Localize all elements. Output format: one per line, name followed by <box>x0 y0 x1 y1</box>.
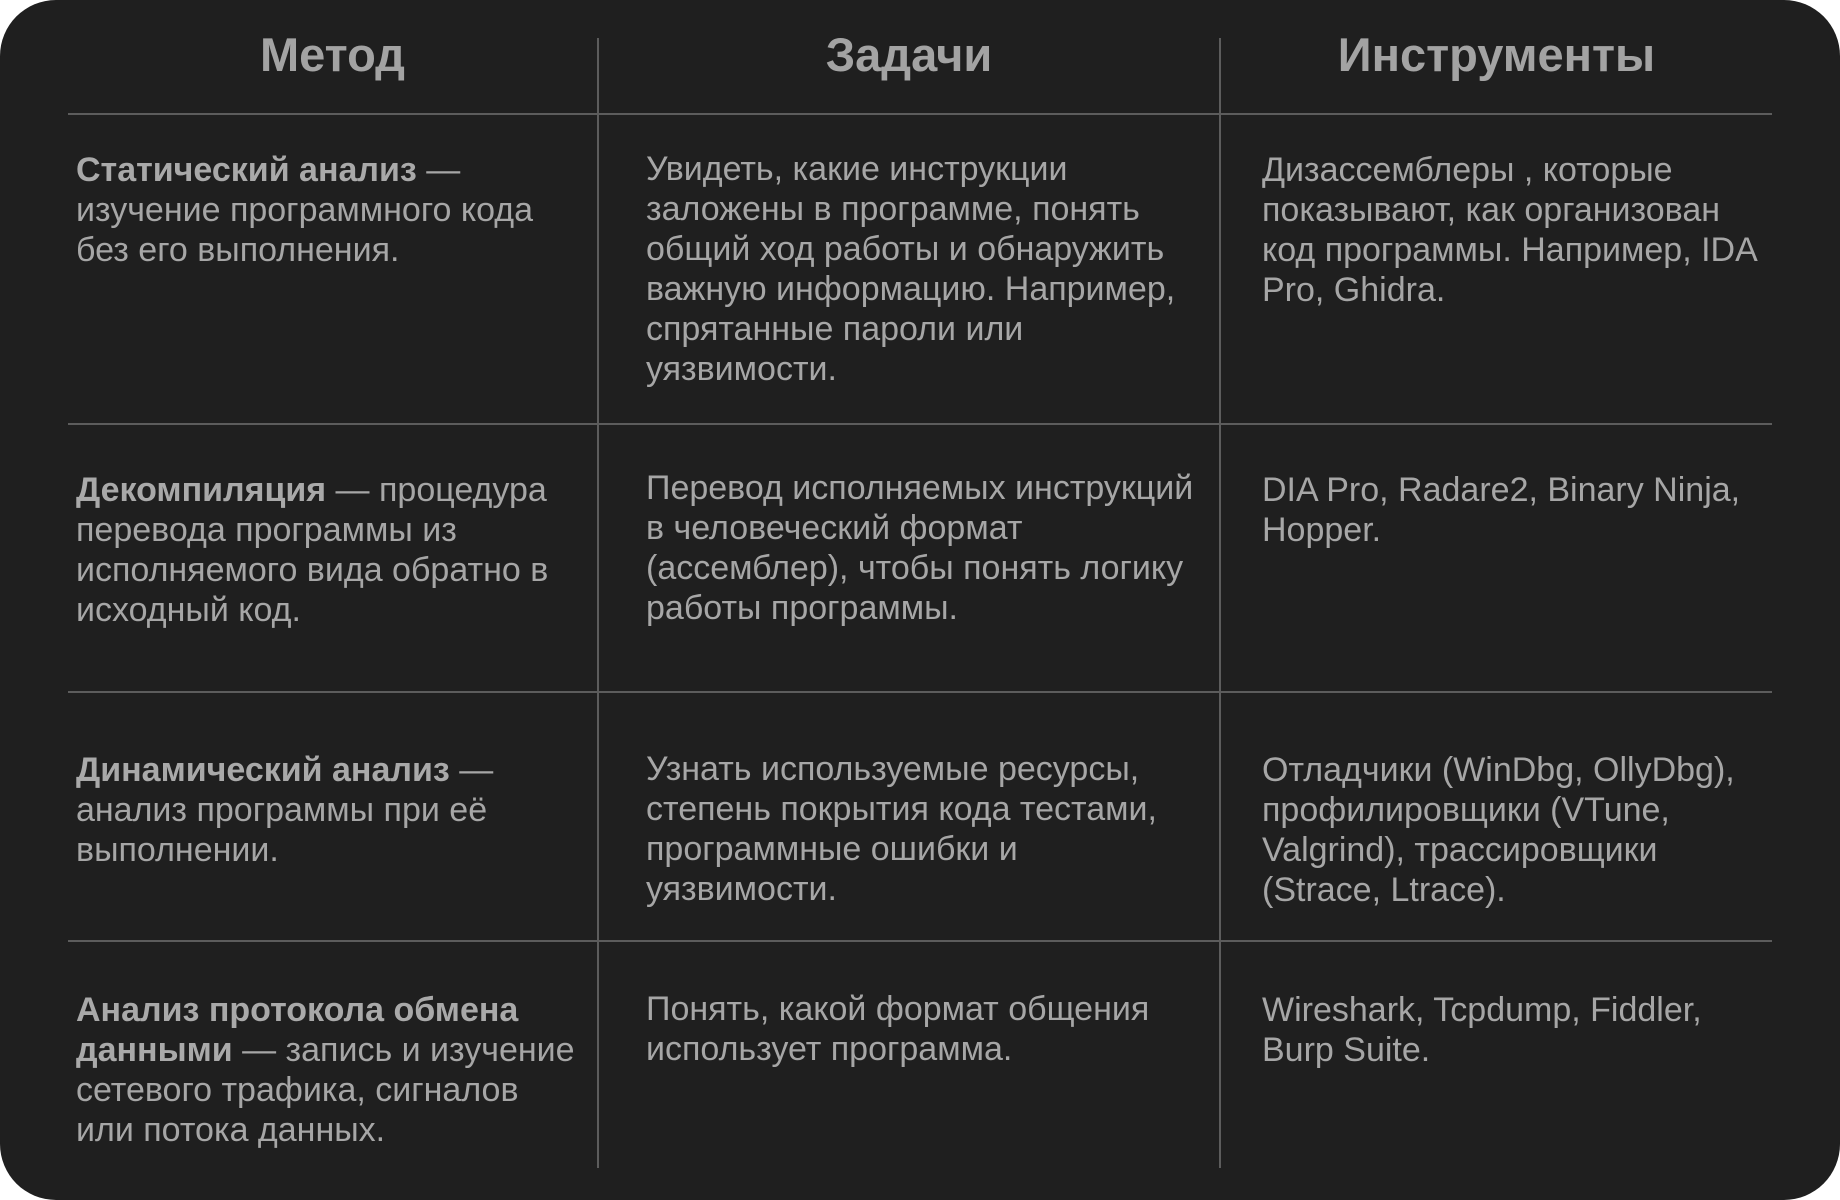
row-3-tools: Отладчики (WinDbg, OllyDbg), профилировщики (VTune, Valgrind), трассировщики (Strace, Ltrace). <box>1262 751 1735 909</box>
row-1-tasks: Увидеть, какие инструкции заложены в программе, понять общий ход работы и обнаружить важную информацию. Например, спрятанные пароли или уязвимости. <box>646 150 1176 388</box>
header-tasks: Задачи <box>825 28 993 81</box>
header-method: Метод <box>260 28 405 81</box>
row-1-tools: Дизассемблеры , которые показывают, как организован код программы. Например, IDA Pro, Ghidra. <box>1262 151 1756 309</box>
row-2-method-desc: — процедура перевода программы из исполняемого вида обратно в исходный код. <box>76 471 549 629</box>
row-3-method <box>76 750 576 870</box>
row-1-method <box>76 150 576 270</box>
row-2-tools: DIA Pro, Radare2, Binary Ninja, Hopper. <box>1262 471 1741 549</box>
row-divider-3 <box>68 940 1772 942</box>
row-1-method-desc: — изучение программного кода без его выполнения. <box>76 151 534 269</box>
row-3-tasks: Узнать используемые ресурсы, степень покрытия кода тестами, программные ошибки и уязвимости. <box>646 750 1157 908</box>
row-4-method <box>76 990 576 1150</box>
header-divider <box>68 113 1772 115</box>
row-divider-1 <box>68 423 1772 425</box>
row-3-method-term: Динамический анализ <box>76 751 450 789</box>
row-2-tasks: Перевод исполняемых инструкций в человеческий формат (ассемблер), чтобы понять логику работы программы. <box>646 469 1194 627</box>
row-2-method <box>76 470 576 630</box>
row-4-tools: Wireshark, Tcpdump, Fiddler, Burp Suite. <box>1262 991 1702 1069</box>
row-4-method-term: Анализ протокола обмена данными <box>76 991 519 1069</box>
row-4-tasks: Понять, какой формат общения использует программа. <box>646 990 1150 1068</box>
row-1-method-term: Статический анализ <box>76 151 417 189</box>
header-tools: Инструменты <box>1337 28 1656 81</box>
row-3-method-desc: — анализ программы при её выполнении. <box>76 751 494 869</box>
column-divider-2 <box>1219 38 1221 1168</box>
row-divider-2 <box>68 691 1772 693</box>
column-divider-1 <box>597 38 599 1168</box>
row-2-method-term: Декомпиляция <box>76 471 327 509</box>
row-4-method-desc: — запись и изучение сетевого трафика, сигналов или потока данных. <box>76 1031 575 1149</box>
